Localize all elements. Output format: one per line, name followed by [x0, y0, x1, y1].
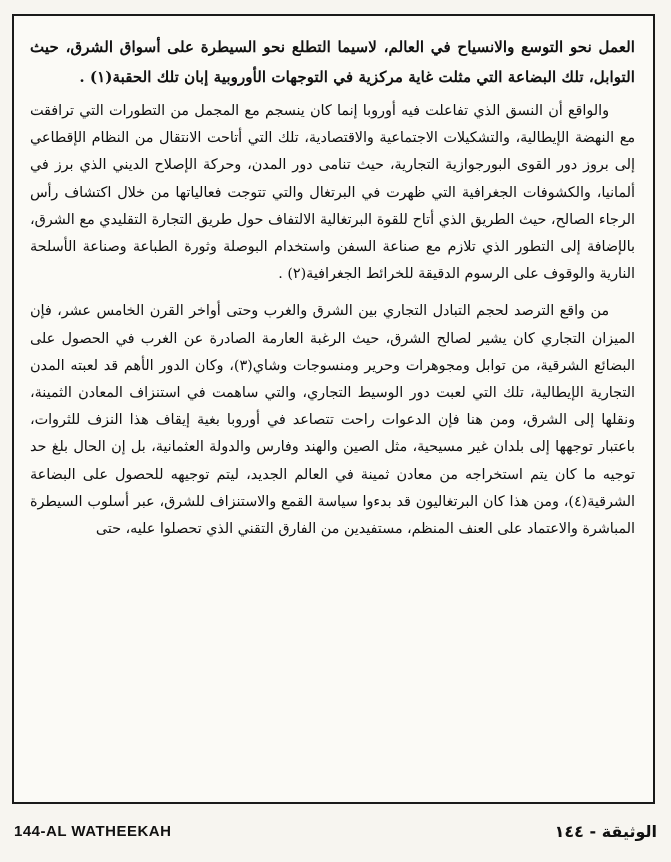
article-frame	[12, 14, 655, 804]
footer-page-label-arabic: الوثيقة - ١٤٤	[554, 821, 657, 841]
page-footer	[14, 816, 657, 846]
article-body	[30, 32, 635, 553]
footer-page-label-latin: 144-AL WATHEEKAH	[14, 822, 172, 840]
paragraph-1: العمل نحو التوسع والانسياح في العالم، لاسيما التطلع نحو السيطرة على أسواق الشرق، حيث التوابل، تلك البضاعة التي مثلت غاية مركزية في التوجهات الأوروبية إبان تلك الحقبة(١) .	[30, 38, 635, 86]
paragraph-2: والواقع أن النسق الذي تفاعلت فيه أوروبا إنما كان ينسجم مع المجمل من التطورات التي ترافقت مع النهضة الإيطالية، والتشكيلات الاجتماعية والاقتصادية، تلك التي أتاحت الانتقال من النظام الإقطاعي إلى بروز دور القوى البورجوازية التجارية، حيث تنامى دور المدن، وحركة الإصلاح الديني الذي برز في ألمانيا، والكشوفات الجغرافية التي ظهرت في البرتغال والتي تتوجت فعالياتها من خلال اكتشاف رأس الرجاء الصالح، حيث الطريق الذي أتاح للقوة البرتغالية الالتفاف حول طريق التجارة التقليدي مع الشرق، بالإضافة إلى التطور الذي تلازم مع صناعة السفن واستخدام البوصلة وثورة الطباعة وصناعة الأسلحة النارية والوقوف على الرسوم الدقيقة للخرائط الجغرافية(٢) .	[30, 103, 635, 283]
paragraph-3: من واقع الترصد لحجم التبادل التجاري بين الشرق والغرب وحتى أواخر القرن الخامس عشر، فإن الميزان التجاري كان يشير لصالح الشرق، حيث الرغبة العارمة الصادرة عن الغرب في الحصول على البضائع الشرقية، من توابل ومجوهرات وحرير ومنسوجات وشاي(٣)، وكان الدور الأهم قد لعبته المدن التجارية الإيطالية، تلك التي لعبت دور الوسيط التجاري، والتي ساهمت في استنزاف المعادن الثمينة، ونقلها إلى الشرق، ومن هنا فإن الدعوات راحت تتصاعد في أوروبا بغية إيقاف هذا النزف للثروات، باعتبار توجهها إلى بلدان غير مسيحية، مثل الصين والهند وفارس والدولة العثمانية، بل إن الحال بلغ حد توجيه ما كان يتم استخراجه من معادن ثمينة في العالم الجديد، ليتم توجيهه للحصول على البضاعة الشرقية(٤)، ومن هذا كان البرتغاليون قد بدءوا سياسة القمع والاستنزاف للشرق، عبر أسلوب السيطرة المباشرة والاعتماد على العنف المنظم، مستفيدين من الفارق التقني الذي تحصلوا عليه، حتى	[30, 303, 636, 538]
